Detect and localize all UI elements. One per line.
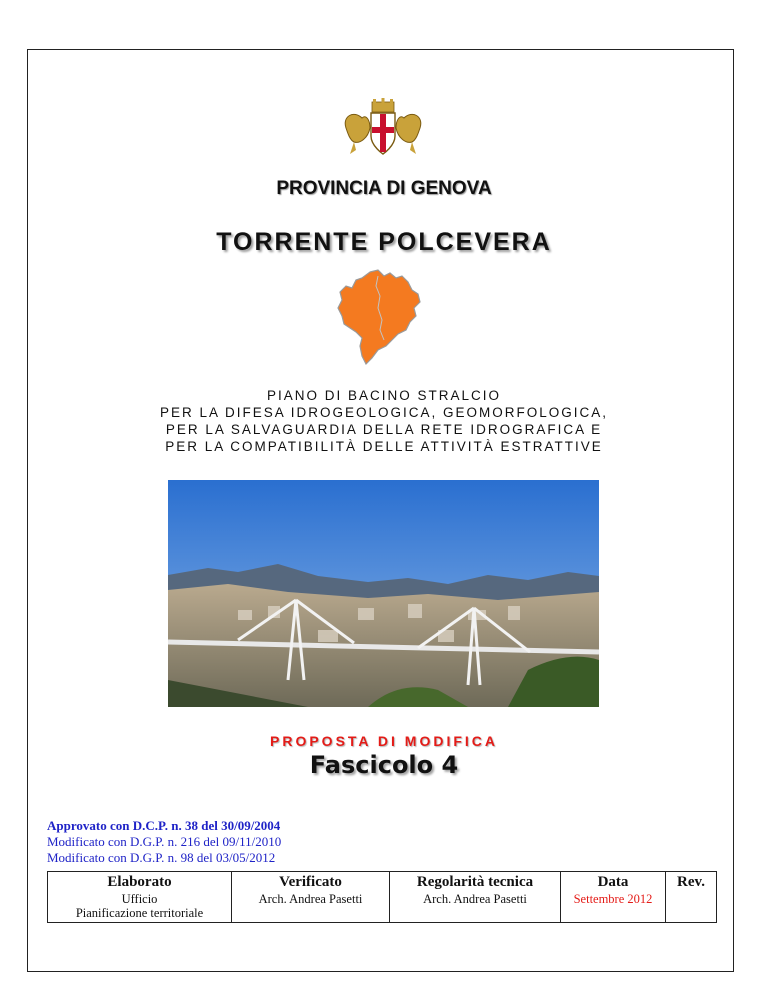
plan-line: PER LA DIFESA IDROGEOLOGICA, GEOMORFOLOGICA,: [159, 405, 609, 420]
modification-line: Modificato con D.G.P. n. 216 del 09/11/2010: [47, 834, 282, 849]
cell-data: Settembre 2012: [561, 892, 666, 923]
elaborato-line: Ufficio: [121, 892, 158, 906]
province-title: PROVINCIA DI GENOVA: [276, 178, 492, 199]
coat-of-arms-icon: [340, 98, 426, 160]
cell-regolarita: Arch. Andrea Pasetti: [390, 892, 561, 923]
document-info-table: [47, 871, 717, 923]
table-header-row: [48, 872, 717, 893]
table-row: [48, 892, 717, 923]
plan-line: PER LA COMPATIBILITÀ DELLE ATTIVITÀ ESTRATTIVE: [165, 439, 603, 454]
document-title: TORRENTE POLCEVERA: [216, 228, 552, 256]
header-verificato: Verificato: [232, 872, 390, 893]
header-rev: Rev.: [666, 872, 717, 893]
fascicolo-title: Fascicolo 4: [309, 751, 459, 779]
cell-elaborato: [48, 892, 232, 923]
header-elaborato: Elaborato: [48, 872, 232, 893]
basin-map-icon: [332, 268, 432, 368]
plan-line: PIANO DI BACINO STRALCIO: [266, 388, 502, 403]
plan-line: PER LA SALVAGUARDIA DELLA RETE IDROGRAFICA E: [165, 422, 603, 437]
cell-rev: [666, 892, 717, 923]
header-data: Data: [561, 872, 666, 893]
proposal-label: PROPOSTA DI MODIFICA: [270, 733, 498, 749]
plan-description: [0, 387, 768, 455]
elaborato-line: Pianificazione territoriale: [75, 906, 204, 920]
approval-history: [47, 818, 281, 866]
header-regolarita: Regolarità tecnica: [390, 872, 561, 893]
approval-line: Approvato con D.C.P. n. 38 del 30/09/2004: [47, 818, 281, 833]
valley-bridge-photo: [168, 480, 599, 707]
cell-verificato: Arch. Andrea Pasetti: [232, 892, 390, 923]
modification-line: Modificato con D.G.P. n. 98 del 03/05/2012: [47, 850, 276, 865]
